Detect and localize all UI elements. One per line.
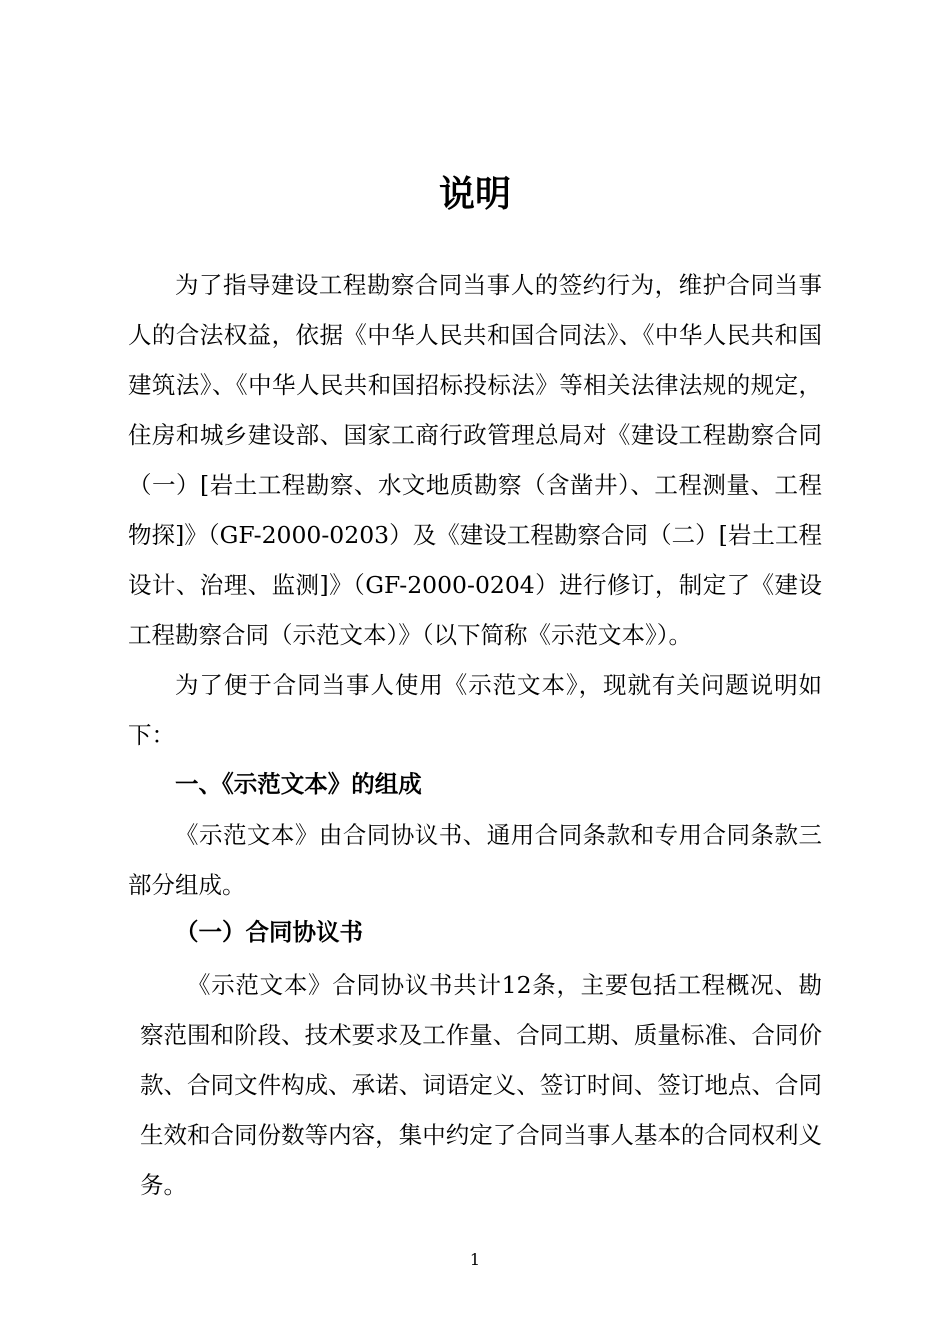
subsection-heading-agreement: （一）合同协议书 xyxy=(175,918,363,946)
usage-paragraph: 为了便于合同当事人使用《示范文本》，现就有关问题说明如下： xyxy=(128,671,822,749)
section-heading-composition: 一、《示范文本》的组成 xyxy=(175,770,422,798)
composition-paragraph: 《示范文本》由合同协议书、通用合同条款和专用合同条款三部分组成。 xyxy=(128,821,822,899)
intro-paragraph: 为了指导建设工程勘察合同当事人的签约行为，维护合同当事人的合法权益，依据《中华人民共和国合同法》、《中华人民共和国建筑法》、《中华人民共和国招标投标法》等相关法律法规的规定，住房和城乡建设部、国家工商行政管理总局对《建设工程勘察合同（一）[岩土工程勘察、水文地质勘察（含凿井）、工程测量、工程物探]》（GF-2000-0203）及《建设工程勘察合同（二）[岩土工程设计、治理、监测]》（GF-2000-0204）进行修订，制定了《建设工程勘察合同（示范文本）》（以下简称《示范文本》）。 xyxy=(128,271,822,649)
page-number: 1 xyxy=(469,1250,481,1269)
page-title: 说明 xyxy=(438,174,511,215)
agreement-paragraph: 《示范文本》合同协议书共计12条，主要包括工程概况、勘察范围和阶段、技术要求及工作量、合同工期、质量标准、合同价款、合同文件构成、承诺、词语定义、签订时间、签订地点、合同生效和合同份数等内容，集中约定了合同当事人基本的合同权利义务。 xyxy=(140,971,822,1199)
